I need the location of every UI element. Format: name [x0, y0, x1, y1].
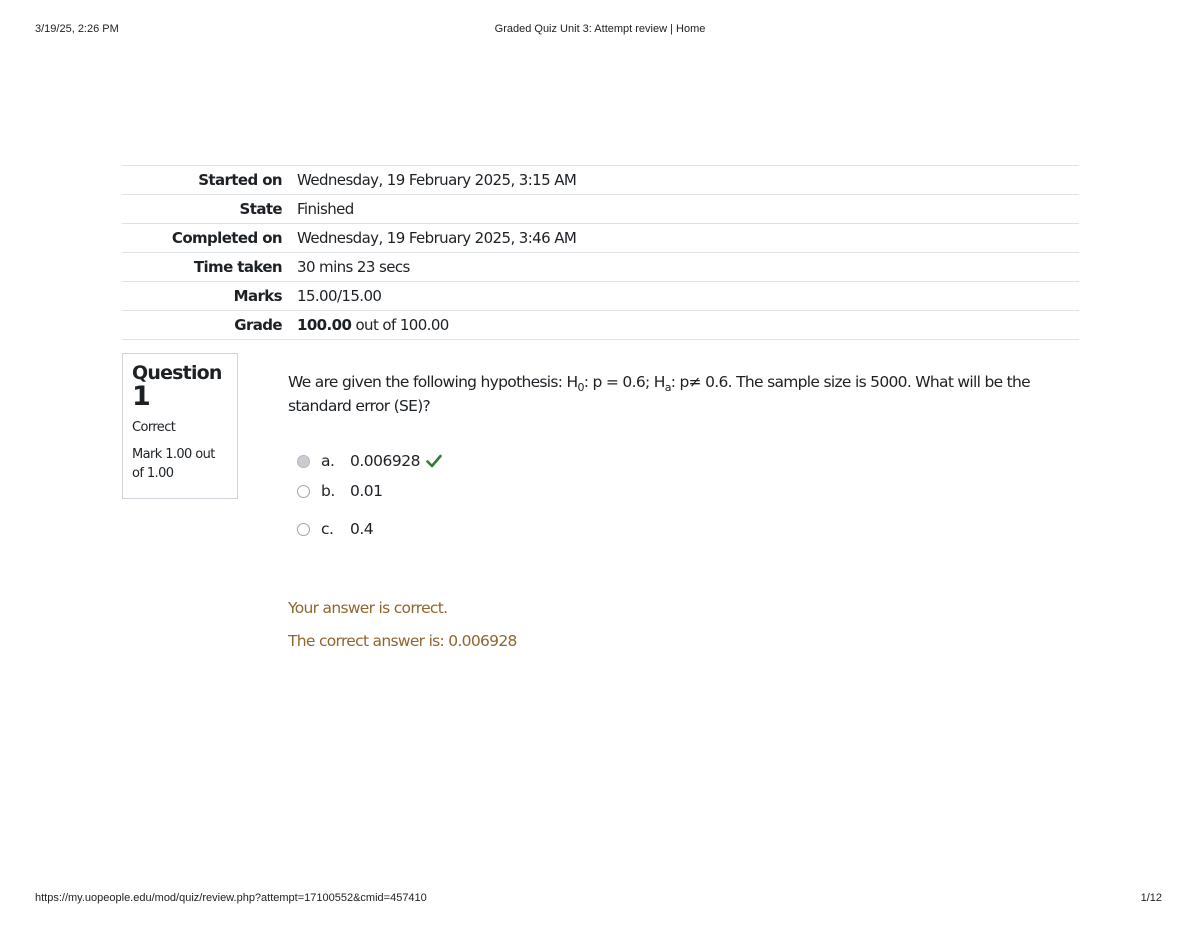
summary-label: Time taken — [193, 258, 282, 276]
option-text: 0.4 — [350, 520, 374, 538]
option-text: 0.006928 — [350, 452, 420, 470]
radio-unselected[interactable] — [297, 485, 310, 498]
radio-unselected[interactable] — [297, 523, 310, 536]
feedback-text: Your answer is correct. — [288, 599, 448, 617]
attempt-summary-table — [122, 165, 1079, 340]
summary-value: Wednesday, 19 February 2025, 3:46 AM — [297, 229, 577, 247]
summary-row-started — [122, 166, 1079, 195]
option-letter: b. — [321, 482, 335, 500]
summary-label: State — [239, 200, 282, 218]
print-page-number: 1/12 — [1140, 892, 1162, 904]
grade-score: 100.00 — [297, 316, 352, 334]
question-mark: Mark 1.00 out of 1.00 — [132, 447, 215, 481]
print-footer — [0, 892, 1200, 908]
radio-selected[interactable] — [297, 455, 310, 468]
answer-option-a[interactable] — [297, 451, 442, 471]
grade-out-of: out of 100.00 — [351, 316, 449, 334]
summary-row-grade — [122, 311, 1079, 340]
summary-value: 30 mins 23 secs — [297, 258, 410, 276]
option-letter: a. — [321, 452, 335, 470]
print-datetime: 3/19/25, 2:26 PM — [35, 23, 119, 35]
option-letter: c. — [321, 520, 334, 538]
question-label: Question — [132, 362, 222, 384]
summary-value — [290, 311, 1079, 340]
print-url: https://my.uopeople.edu/mod/quiz/review.php?attempt=17100552&cmid=457410 — [35, 892, 427, 904]
summary-row-time — [122, 253, 1079, 282]
print-header — [0, 23, 1200, 39]
correct-answer-text: The correct answer is: 0.006928 — [288, 632, 517, 650]
summary-label: Completed on — [171, 229, 282, 247]
summary-label: Grade — [234, 316, 282, 334]
option-text: 0.01 — [350, 482, 383, 500]
question-state: Correct — [132, 420, 176, 435]
summary-row-completed — [122, 224, 1079, 253]
answer-option-b[interactable] — [297, 481, 383, 501]
summary-row-state — [122, 195, 1079, 224]
summary-value: Finished — [297, 200, 354, 218]
question-info-box — [122, 353, 238, 499]
summary-label: Marks — [233, 287, 282, 305]
question-number: 1 — [132, 381, 151, 412]
print-page-title: Graded Quiz Unit 3: Attempt review | Home — [494, 23, 706, 35]
answer-option-c[interactable] — [297, 519, 373, 539]
check-icon — [426, 454, 442, 468]
summary-row-marks — [122, 282, 1079, 311]
summary-value: Wednesday, 19 February 2025, 3:15 AM — [297, 171, 577, 189]
summary-label: Started on — [198, 171, 282, 189]
summary-value: 15.00/15.00 — [297, 287, 382, 305]
question-text: We are given the following hypothesis: $H_0$: p = 0.6; $H_a$: p≠ 0.6. The sample size is 5000. What will be the standard error (SE)? — [288, 373, 1030, 415]
